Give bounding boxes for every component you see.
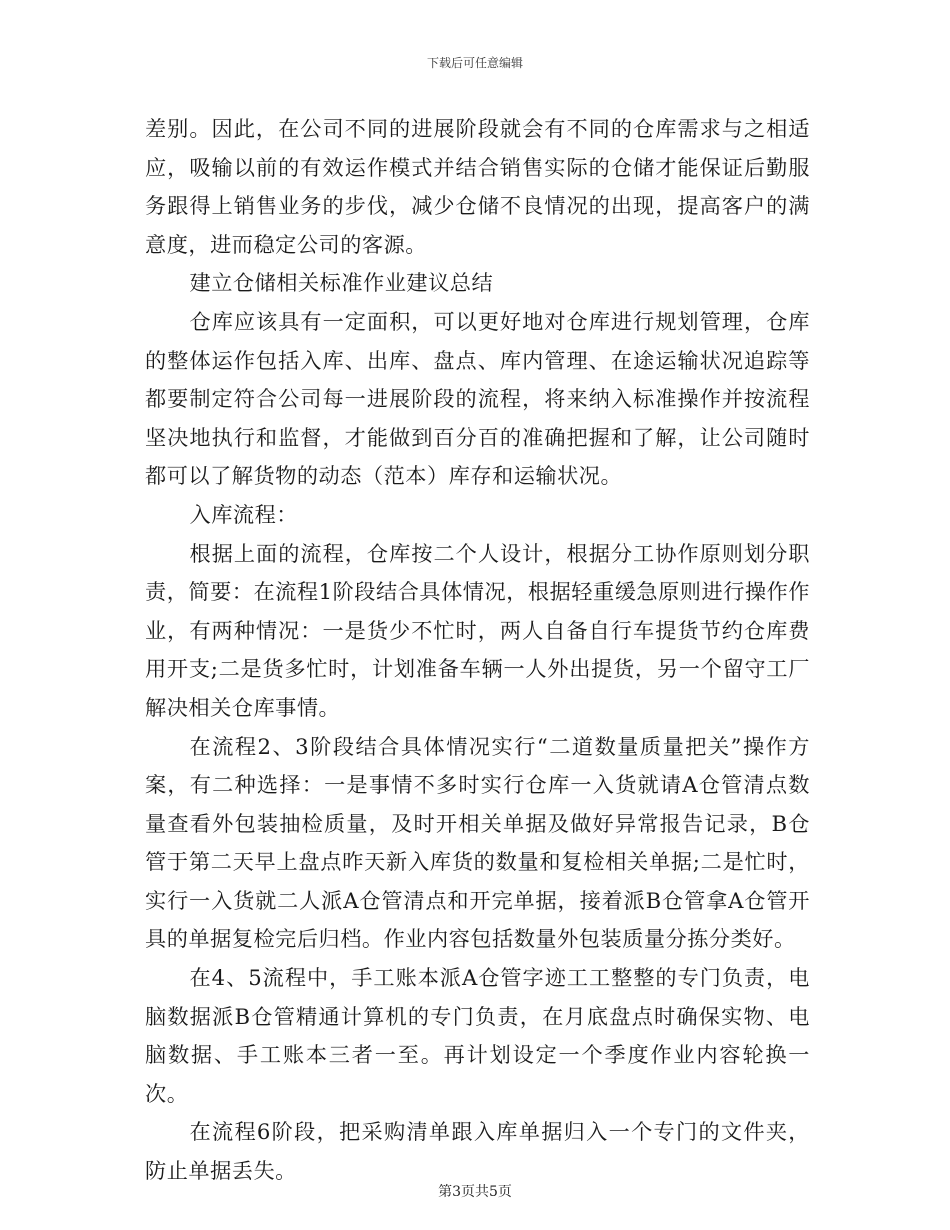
- paragraph-continuation: 差别。因此，在公司不同的进展阶段就会有不同的仓库需求与之相适应，吸输以前的有效运作模式并结合销售实际的仓储才能保证后勤服务跟得上销售业务的步伐，减少仓储不良情况的出现，提高客户的满意度，进而稳定公司的客源。: [145, 116, 810, 257]
- page-header: 下载后可任意编辑: [426, 56, 523, 70]
- document-body: [145, 110, 810, 1191]
- paragraph-stage-6: 在流程6阶段，把采购清单跟入库单据归入一个专门的文件夹，防止单据丢失。: [145, 1119, 810, 1184]
- paragraph-stage-4-5: 在4、5流程中，手工账本派A仓管字迹工工整整的专门负责，电脑数据派B仓管精通计算机的专门负责，在月底盘点时确保实物、电脑数据、手工账本三者一至。再计划设定一个季度作业内容轮换一次。: [145, 965, 810, 1106]
- page-footer: 第3页共5页: [438, 1184, 512, 1200]
- section-heading: 建立仓储相关标准作业建议总结: [189, 270, 494, 296]
- paragraph-stage-2-3: 在流程2、3阶段结合具体情况实行“二道数量质量把关”操作方案，有二种选择：一是事情不多时实行仓库一入货就请A仓管清点数量查看外包装抽检质量，及时开相关单据及做好异常报告记录，B仓管于第二天早上盘点昨天新入库货的数量和复检相关单据;二是忙时，实行一入货就二人派A仓管清点和开完单据，接着派B仓管拿A仓管开具的单据复检完后归档。作业内容包括数量外包装质量分拣分类好。: [145, 733, 810, 952]
- paragraph-stage-1: 根据上面的流程，仓库按二个人设计，根据分工协作原则划分职责，简要：在流程1阶段结合具体情况，根据轻重缓急原则进行操作作业，有两种情况：一是货少不忙时，两人自备自行车提货节约仓库费用开支;二是货多忙时，计划准备车辆一人外出提货，另一个留守工厂解决相关仓库事情。: [145, 540, 810, 720]
- paragraph-warehouse-overview: 仓库应该具有一定面积，可以更好地对仓库进行规划管理，仓库的整体运作包括入库、出库、盘点、库内管理、在途运输状况追踪等都要制定符合公司每一进展阶段的流程，将来纳入标准操作并按流程坚决地执行和监督，才能做到百分百的准确把握和了解，让公司随时都可以了解货物的动态（范本）库存和运输状况。: [145, 308, 810, 489]
- section-heading-inbound: 入库流程：: [189, 501, 298, 527]
